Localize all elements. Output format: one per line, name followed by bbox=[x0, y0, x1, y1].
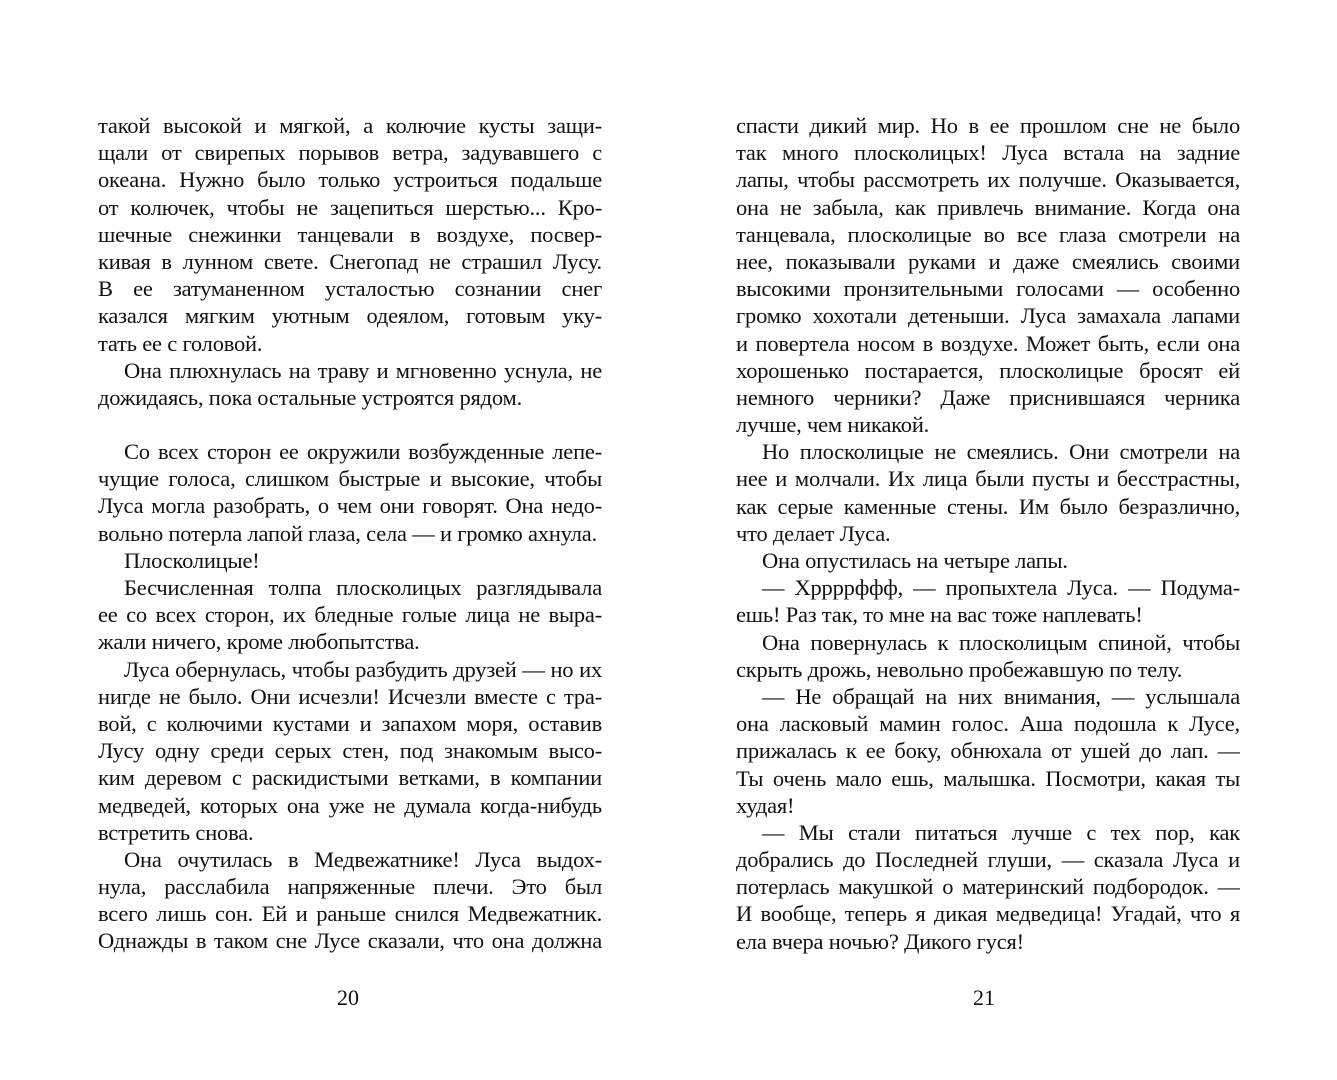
text-line: нигде не было. Они исчезли! Исчезли вместе с тра- bbox=[98, 683, 602, 709]
text-line: ким деревом с раскидистыми ветками, в компании bbox=[98, 765, 602, 791]
paragraph-gap bbox=[98, 411, 602, 438]
text-line: спасти дикий мир. Но в ее прошлом сне не было bbox=[736, 113, 1240, 138]
text-line: Луса обернулась, чтобы разбудить друзей — но их bbox=[124, 656, 602, 682]
text-line: встретить снова. bbox=[98, 819, 254, 845]
text-line: Луса могла разобрать, о чем они говорят. Она недо- bbox=[98, 493, 602, 519]
text-line: такой высокой и мягкой, а колючие кусты защи- bbox=[98, 113, 602, 138]
text-line: жали ничего, кроме любопытства. bbox=[98, 629, 420, 655]
text-line: лапы, чтобы рассмотреть их получше. Оказывается, bbox=[736, 167, 1240, 193]
text-line: ее со всех сторон, их бледные голые лица не выра- bbox=[98, 602, 602, 628]
text-line: что делает Луса. bbox=[736, 520, 891, 546]
text-line: Но плосколицые не смеялись. Они смотрели на bbox=[762, 439, 1240, 465]
text-line: щали от свирепых порывов ветра, задувавшего с bbox=[98, 140, 602, 166]
text-line: громко хохотали детеныши. Луса замахала лапами bbox=[736, 303, 1240, 329]
text-line: дожидаясь, пока остальные устроятся рядом. bbox=[98, 384, 523, 410]
text-line: потерлась макушкой о материнский подбородок. — bbox=[736, 874, 1240, 900]
text-line: Лусу одну среди серых стен, под знакомым высо- bbox=[98, 738, 602, 764]
text-line: — Не обращай на них внимания, — услышала bbox=[762, 683, 1240, 709]
text-line: В ее затуманенном усталостью сознании снег bbox=[98, 276, 602, 302]
text-line: шечные снежинки танцевали в воздухе, посвер- bbox=[98, 221, 602, 247]
right-page-text bbox=[736, 112, 1240, 955]
text-line: и повертела носом в воздухе. Может быть, если она bbox=[736, 330, 1240, 356]
text-line: кивая в лунном свете. Снегопад не страшил Лусу. bbox=[98, 248, 602, 274]
text-line: Она опустилась на четыре лапы. bbox=[762, 548, 1068, 573]
text-line: И вообще, теперь я дикая медведица! Угадай, что я bbox=[736, 901, 1240, 927]
text-line: добрались до Последней глуши, — сказала Луса и bbox=[736, 847, 1240, 873]
text-line: вольно потерла лапой глаза, села — и громко ахнула. bbox=[98, 520, 597, 546]
text-line: Она плюхнулась на траву и мгновенно уснула, не bbox=[124, 357, 602, 383]
text-line: чущие голоса, слишком быстрые и высокие, чтобы bbox=[98, 466, 602, 492]
text-line: худая! bbox=[736, 792, 795, 818]
text-line: — Мы стали питаться лучше с тех пор, как bbox=[762, 819, 1240, 845]
left-page-text bbox=[98, 112, 602, 955]
text-line: Она повернулась к плосколицым спиной, чтобы bbox=[762, 629, 1240, 655]
text-line: скрыть дрожь, невольно пробежавшую по телу. bbox=[736, 656, 1183, 682]
text-line: она не забыла, как привлечь внимание. Когда она bbox=[736, 194, 1240, 220]
left-page-number: 20 bbox=[337, 985, 359, 1010]
text-line: казался мягким уютным одеялом, готовым уку- bbox=[98, 303, 602, 329]
text-line: как серые каменные стены. Им было безразлично, bbox=[736, 493, 1240, 519]
text-line: лучше, чем никакой. bbox=[736, 412, 930, 438]
right-page bbox=[668, 0, 1337, 1080]
text-line: нее и молчали. Их лица были пусты и бесстрастны, bbox=[736, 466, 1240, 492]
text-line: Ты очень мало ешь, малышка. Посмотри, какая ты bbox=[736, 765, 1240, 791]
text-line: прижалась к ее боку, обнюхала от ушей до лап. — bbox=[736, 738, 1240, 764]
text-line: она ласковый мамин голос. Аша подошла к Лусе, bbox=[736, 711, 1240, 737]
text-line: — Хррррффф, — пропыхтела Луса. — Подума- bbox=[762, 575, 1240, 601]
text-line: Со всех сторон ее окружили возбужденные лепе- bbox=[124, 439, 602, 465]
text-line: медведей, которых она уже не думала когда-нибудь bbox=[98, 792, 602, 818]
text-line: ешь! Раз так, то мне на вас тоже наплевать! bbox=[736, 602, 1143, 628]
text-line: немного черники? Даже приснившаяся черника bbox=[736, 384, 1240, 410]
left-page bbox=[0, 0, 668, 1080]
text-line: хорошенько постарается, плосколицые бросят ей bbox=[736, 357, 1240, 383]
text-line: океана. Нужно было только устроиться подальше bbox=[98, 167, 602, 193]
text-line: тать ее с головой. bbox=[98, 330, 263, 356]
text-line: всего лишь сон. Ей и раньше снился Медвежатник. bbox=[98, 901, 602, 927]
text-line: ела вчера ночью? Дикого гуся! bbox=[736, 928, 1024, 954]
text-line: от колючек, чтобы не зацепиться шерстью... Кро- bbox=[98, 194, 602, 220]
text-line: вой, с колючими кустами и запахом моря, оставив bbox=[98, 710, 602, 736]
text-line: Однажды в таком сне Лусе сказали, что она должна bbox=[98, 928, 602, 954]
text-line: нула, расслабила напряженные плечи. Это был bbox=[98, 874, 602, 900]
text-line: Она очутилась в Медвежатнике! Луса выдох- bbox=[124, 846, 602, 872]
text-line: Плосколицые! bbox=[124, 547, 260, 573]
right-page-number: 21 bbox=[973, 985, 995, 1010]
text-line: Бесчисленная толпа плосколицых разглядывала bbox=[124, 575, 602, 600]
text-line: танцевала, плосколицые во все глаза смотрели на bbox=[736, 221, 1240, 247]
text-line: нее, показывали руками и даже смеялись своими bbox=[736, 248, 1240, 274]
text-line: высокими пронзительными голосами — особенно bbox=[736, 276, 1240, 302]
text-line: так много плосколицых! Луса встала на задние bbox=[736, 140, 1240, 166]
